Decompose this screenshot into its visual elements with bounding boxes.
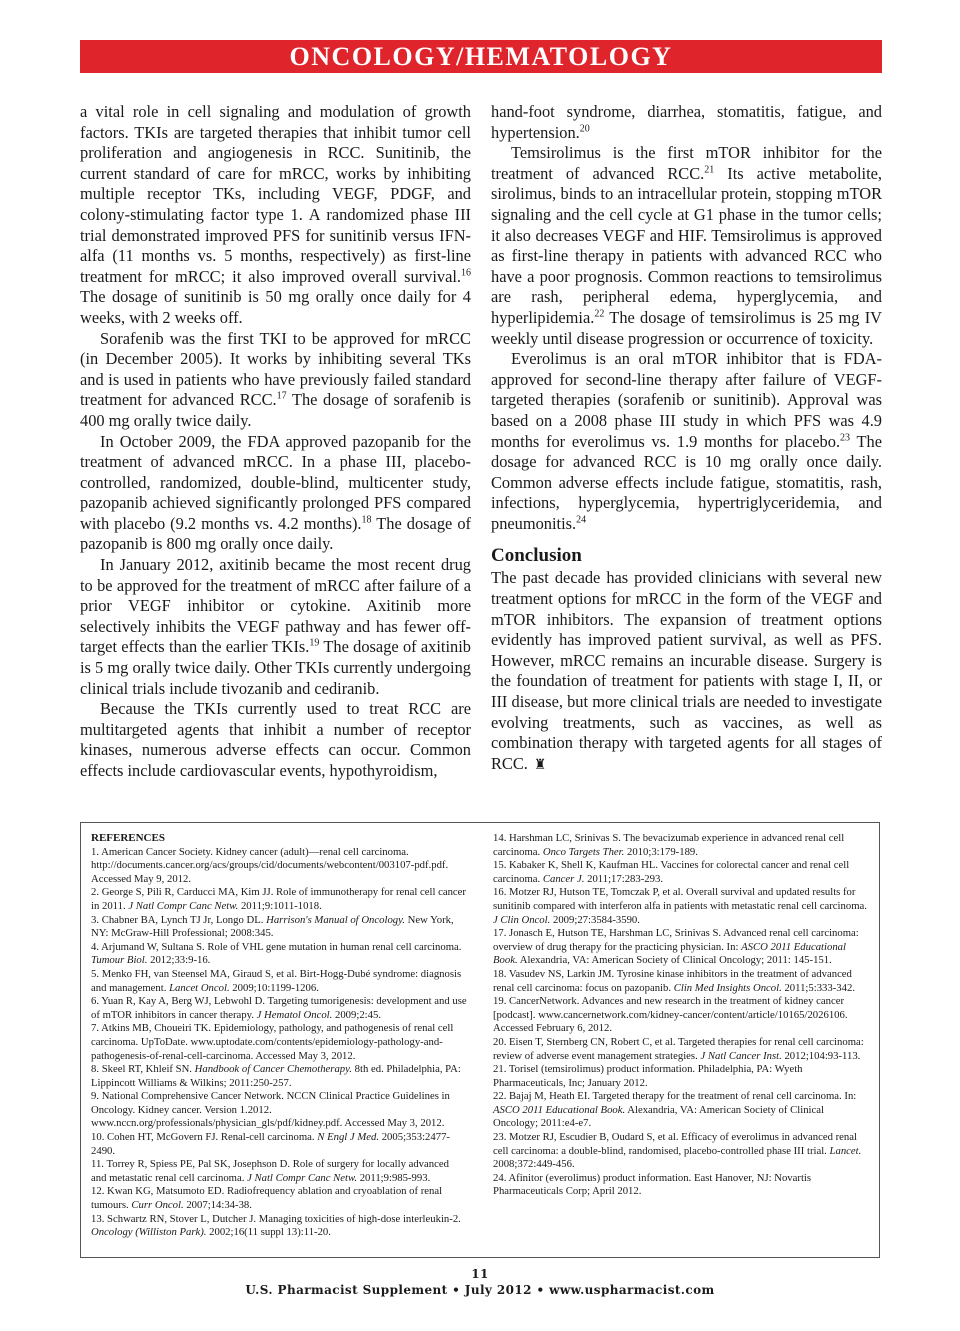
reference-item: 13. Schwartz RN, Stover L, Dutcher J. Managing toxicities of high-dose interleukin-2. Oncology (Williston Park). 2002;16(11 suppl 13):11-20. (91, 1212, 461, 1239)
reference-item: 2. George S, Pili R, Carducci MA, Kim JJ. Role of immunotherapy for renal cell cancer in 2011. J Natl Compr Canc Netw. 2011;9:1011-1018. (91, 886, 466, 912)
paragraph: hand-foot syndrome, diarrhea, stomatitis, fatigue, and hypertension.$^{20}$ (491, 102, 882, 142)
citation: 19 (309, 637, 320, 649)
reference-item: 5. Menko FH, van Steensel MA, Giraud S, et al. Birt-Hogg-Dubé syndrome: diagnosis and management. Lancet Oncol. 2009;10:1199-1206. (91, 967, 462, 994)
reference-item: 8. Skeel RT, Khleif SN. Handbook of Cancer Chemotherapy. 8th ed. Philadelphia, PA: Lippincott Williams & Wilkins; 2011:250-257. (91, 1063, 461, 1089)
paragraph: Sorafenib was the first TKI to be approved for mRCC (in December 2005). It works by inhibiting several TKs and is used in patients who have previously failed standard treatment for advanced RCC.$^{17}$ The dosage of sorafenib is 400 mg orally twice daily. (80, 328, 471, 430)
references-box (80, 822, 880, 1258)
citation: 16 (461, 267, 471, 279)
reference-item: 22. Bajaj M, Heath EI. Targeted therapy for the treatment of renal cell carcinoma. In: ASCO 2011 Educational Book. Alexandria, VA: American Society of Clinical Oncology; 2011:e4-e7. (493, 1090, 857, 1130)
citation: 22 (594, 308, 605, 320)
reference-item: 21. Torisel (temsirolimus) product information. Philadelphia, PA: Wyeth Pharmaceuticals, Inc; January 2012. (493, 1063, 803, 1089)
reference-item: 12. Kwan KG, Matsumoto ED. Radiofrequency ablation and cryoablation of renal tumours. Curr Oncol. 2007;14:34-38. (91, 1185, 443, 1212)
references-title: REFERENCES (91, 832, 165, 844)
paragraph: Temsirolimus is the first mTOR inhibitor for the treatment of advanced RCC.$^{21}$ Its active metabolite, sirolimus, binds to an intracellular protein, stopping mTOR signaling and the cell cycle at G1 phase in the tumor cells; it also decreases VEGF and HIF. Temsirolimus is approved as first-line therapy in patients with advanced RCC who have a poor prognosis. Common reactions to temsirolimus are rash, peripheral edema, hyperglycemia, and hyperlipidemia.$^{22}$ The dosage of temsirolimus is 25 mg IV weekly until disease progression or occurrence of toxicity. (491, 143, 882, 348)
citation: 21 (704, 164, 715, 176)
conclusion-heading: Conclusion (491, 545, 582, 567)
reference-item: 9. National Comprehensive Cancer Network. NCCN Clinical Practice Guidelines in Oncology. Kidney cancer. Version 1.2012. www.nccn.org/professionals/physician_gls/pdf/kidney.pdf. Accessed May 3, 2012. (91, 1090, 450, 1130)
page-number: 11 (471, 1267, 489, 1281)
reference-item: 11. Torrey R, Spiess PE, Pal SK, Josephson D. Role of surgery for locally advanced and metastatic renal cell carcinoma. J Natl Compr Canc Netw. 2011;9:985-993. (91, 1158, 449, 1184)
reference-item: 14. Harshman LC, Srinivas S. The bevacizumab experience in advanced renal cell carcinoma. Onco Targets Ther. 2010;3:179-189. (493, 832, 845, 858)
reference-item: 15. Kabaker K, Shell K, Kaufman HL. Vaccines for colorectal cancer and renal cell carcinoma. Cancer J. 2011;17:283-293. (493, 859, 850, 885)
article-right-column (491, 102, 882, 776)
citation: 17 (276, 390, 287, 402)
reference-item: 20. Eisen T, Sternberg CN, Robert C, et al. Targeted therapies for renal cell carcinoma: review of adverse event management strategies. J Natl Cancer Inst. 2012;104:93-113. (493, 1035, 864, 1062)
paragraph: In October 2009, the FDA approved pazopanib for the treatment of advanced mRCC. In a phase III, placebo-controlled, randomized, double-blind, multicenter study, pazopanib achieved significantly prolonged PFS compared with placebo (9.2 months vs. 4.2 months).$^{18}$ The dosage of pazopanib is 800 mg orally once daily. (80, 431, 471, 554)
references-left-column (91, 832, 467, 1240)
reference-item: 19. CancerNetwork. Advances and new research in the treatment of kidney cancer [podcast]. www.cancernetwork.com/kidney-cancer/content/article/10165/2026106. Accessed February 6, 2012. (493, 995, 848, 1035)
reference-item: 4. Arjumand W, Sultana S. Role of VHL gene mutation in human renal cell carcinoma. Tumour Biol. 2012;33:9-16. (91, 940, 462, 967)
reference-item: 17. Jonasch E, Hutson TE, Harshman LC, Srinivas S. Advanced renal cell carcinoma: overview of drug therapy for the practicing physician. In: ASCO 2011 Educational Book. Alexandria, VA: American Society of Clinical Oncology; 2011: 145-151. (493, 927, 859, 967)
citation: 23 (840, 432, 851, 444)
reference-item: 7. Atkins MB, Choueiri TK. Epidemiology, pathology, and pathogenesis of renal cell carcinoma. UpToDate. www.uptodate.com/contents/epidemiology-pathology-and-pathogenesis-of-renal-cell-carcinoma. Accessed May 3, 2012. (91, 1022, 454, 1062)
paragraph: In January 2012, axitinib became the most recent drug to be approved for the treatment of mRCC after failure of a prior VEGF inhibitor or cytokine. Axitinib more selectively inhibits the VEGF pathway and has fewer off-target effects than the earlier TKIs.$^{19}$ The dosage of axitinib is 5 mg orally twice daily. Other TKIs currently undergoing clinical trials include tivozanib and cediranib. (80, 555, 471, 698)
reference-item: 18. Vasudev NS, Larkin JM. Tyrosine kinase inhibitors in the treatment of advanced renal cell carcinoma: focus on pazopanib. Clin Med Insights Oncol. 2011;5:333-342. (493, 967, 856, 994)
paragraph: Everolimus is an oral mTOR inhibitor that is FDA-approved for second-line therapy after failure of VEGF-targeted therapies (sorafenib or sunitinib). Approval was based on a 2008 phase III study in which PFS was 4.9 months for everolimus vs. 1.9 months for placebo.$^{23}$ The dosage for advanced RCC is 10 mg orally once daily. Common adverse effects include fatigue, stomatitis, rash, infections, hyperglycemia, hypertriglyceridemia, and pneumonitis.$^{24}$ (491, 349, 882, 533)
paragraph: The past decade has provided clinicians with several new treatment options for mRCC in the form of the VEGF and mTOR inhibitors. The expansion of treatment options evidently has improved patient survival, as well as PFS. However, mRCC remains an incurable disease. Surgery is the foundation of treatment for patients with stage I, II, or III disease, but more clinical trials are needed to investigate evolving treatments, such as vaccines, as well as combination therapy with targeted agents for all stages of RCC. ♜ (491, 568, 882, 773)
reference-item: 6. Yuan R, Kay A, Berg WJ, Lebwohl D. Targeting tumorigenesis: development and use of mTOR inhibitors in cancer therapy. J Hematol Oncol. 2009;2:45. (91, 995, 467, 1021)
section-header (80, 40, 882, 73)
article-left-column (80, 102, 471, 782)
reference-item: 23. Motzer RJ, Escudier B, Oudard S, et al. Efficacy of everolimus in advanced renal cell carcinoma: a double-blind, randomised, placebo-controlled phase III trial. Lancet. 2008;372:449-456. (493, 1131, 862, 1171)
citation: 24 (576, 514, 587, 526)
references-right-column (493, 832, 869, 1240)
reference-item: 24. Afinitor (everolimus) product information. East Hanover, NJ: Novartis Pharmaceuticals Corp; April 2012. (493, 1171, 812, 1198)
paragraph: Because the TKIs currently used to treat RCC are multitargeted agents that inhibit a number of receptor kinases, numerous adverse effects can occur. Common effects include cardiovascular events, hypothyroidism, (80, 699, 471, 780)
page-footer (0, 1266, 960, 1298)
end-mark-icon: ♜ (533, 757, 547, 773)
reference-item: 3. Chabner BA, Lynch TJ Jr, Longo DL. Harrison's Manual of Oncology. New York, NY: McGraw-Hill Professional; 2008:345. (91, 913, 454, 940)
citation: 20 (579, 123, 590, 135)
reference-item: 1. American Cancer Society. Kidney cancer (adult)—renal cell carcinoma. http://documents.cancer.org/acs/groups/cid/documents/webcontent/003107-pdf.pdf. Accessed May 9, 2012. (91, 845, 449, 885)
citation: 18 (361, 514, 372, 526)
footer-line: U.S. Pharmacist Supplement • July 2012 • www.uspharmacist.com (245, 1283, 715, 1297)
section-title: ONCOLOGY/HEMATOLOGY (289, 42, 673, 71)
paragraph: a vital role in cell signaling and modulation of growth factors. TKIs are targeted therapies that inhibit tumor cell proliferation and angiogenesis in RCC. Sunitinib, the current standard of care for mRCC, works by inhibiting multiple receptor TKs, including VEGF, PDGF, and colony-stimulating factor type 1. A randomized phase III trial demonstrated improved PFS for sunitinib versus IFN-alfa (11 months vs. 5 months, respectively) as first-line treatment for mRCC; it also improved overall survival.$^{16}$ The dosage of sunitinib is 50 mg orally once daily for 4 weeks, with 2 weeks off. (80, 102, 471, 327)
reference-item: 16. Motzer RJ, Hutson TE, Tomczak P, et al. Overall survival and updated results for sunitinib compared with interferon alfa in patients with metastatic renal cell carcinoma. J Clin Oncol. 2009;27:3584-3590. (493, 886, 867, 926)
reference-item: 10. Cohen HT, McGovern FJ. Renal-cell carcinoma. N Engl J Med. 2005;353:2477-2490. (91, 1131, 450, 1157)
